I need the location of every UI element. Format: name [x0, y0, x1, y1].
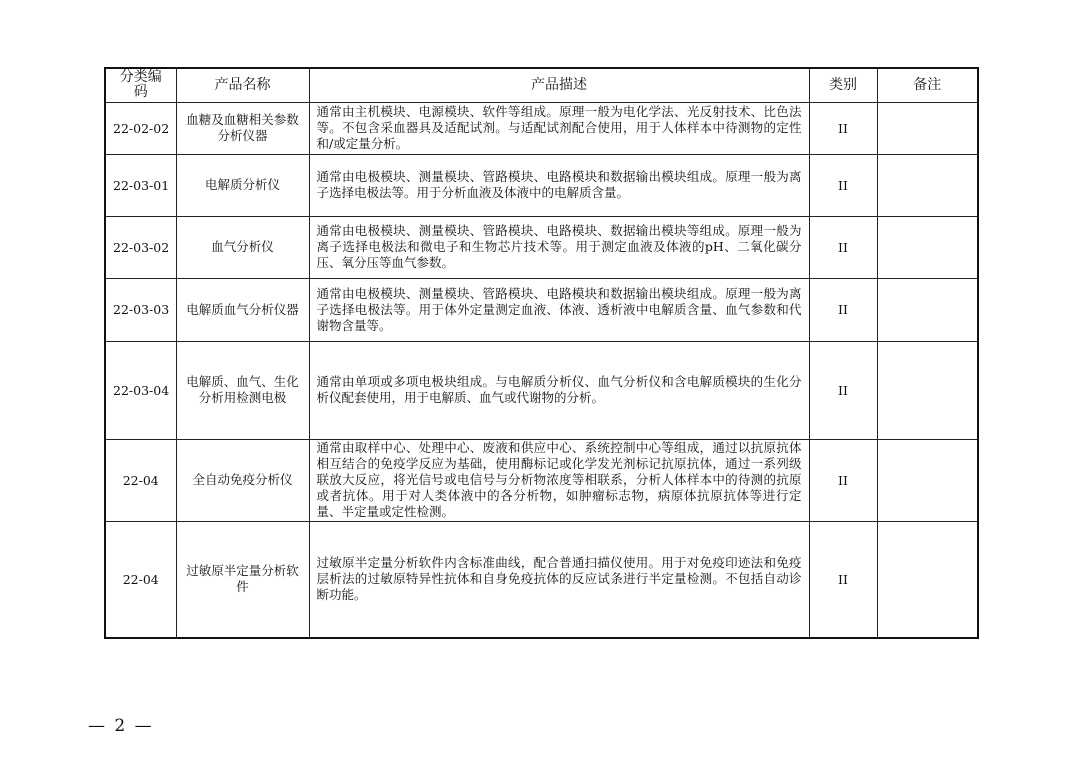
row-category: II [809, 216, 877, 278]
table-row [105, 102, 978, 154]
row-remark [877, 102, 978, 154]
row-category: II [809, 278, 877, 341]
row-code: 22-03-03 [105, 278, 176, 341]
row-category: II [809, 521, 877, 638]
row-remark [877, 216, 978, 278]
row-description: 通常由单项或多项电极块组成。与电解质分析仪、血气分析仪和含电解质模块的生化分析仪配套使用，用于电解质、血气或代谢物的分析。 [309, 341, 809, 439]
row-code: 22-03-04 [105, 341, 176, 439]
row-name: 电解质分析仪 [176, 154, 309, 216]
row-code: 22-02-02 [105, 102, 176, 154]
header-remark: 备注 [877, 68, 978, 102]
table-row [105, 439, 978, 521]
row-remark [877, 439, 978, 521]
table-row [105, 341, 978, 439]
row-name: 电解质、血气、生化分析用检测电极 [176, 341, 309, 439]
row-remark [877, 341, 978, 439]
product-classification-table [104, 67, 979, 639]
row-description: 通常由电极模块、测量模块、管路模块、电路模块、数据输出模块等组成。原理一般为离子选择电极法和微电子和生物芯片技术等。用于测定血液及体液的pH、二氧化碳分压、氧分压等血气参数。 [309, 216, 809, 278]
row-name: 血气分析仪 [176, 216, 309, 278]
row-code: 22-04 [105, 521, 176, 638]
row-remark [877, 154, 978, 216]
row-description: 通常由取样中心、处理中心、废液和供应中心、系统控制中心等组成，通过以抗原抗体相互结合的免疫学反应为基础，使用酶标记或化学发光剂标记抗原抗体，通过一系列级联放大反应，将光信号或电信号与分析物浓度等相联系，分析人体样本中的待测的抗原或者抗体。用于对人类体液中的各分析物，如肿瘤标志物，病原体抗原抗体等进行定量、半定量或定性检测。 [309, 439, 809, 521]
row-description: 通常由主机模块、电源模块、软件等组成。原理一般为电化学法、光反射技术、比色法等。不包含采血器具及适配试剂。与适配试剂配合使用，用于人体样本中待测物的定性和/或定量分析。 [309, 102, 809, 154]
header-name: 产品名称 [176, 68, 309, 102]
row-category: II [809, 439, 877, 521]
table-row [105, 521, 978, 638]
row-category: II [809, 102, 877, 154]
table-header-row [105, 68, 978, 102]
page-number: — 2 — [88, 716, 154, 736]
row-remark [877, 521, 978, 638]
row-code: 22-04 [105, 439, 176, 521]
row-description: 过敏原半定量分析软件内含标准曲线，配合普通扫描仪使用。用于对免疫印迹法和免疫层析法的过敏原特异性抗体和自身免疫抗体的反应试条进行半定量检测。不包括自动诊断功能。 [309, 521, 809, 638]
row-remark [877, 278, 978, 341]
row-name: 全自动免疫分析仪 [176, 439, 309, 521]
row-name: 过敏原半定量分析软件 [176, 521, 309, 638]
header-description: 产品描述 [309, 68, 809, 102]
table-row [105, 216, 978, 278]
row-category: II [809, 341, 877, 439]
row-code: 22-03-01 [105, 154, 176, 216]
row-name: 血糖及血糖相关参数分析仪器 [176, 102, 309, 154]
row-name: 电解质血气分析仪器 [176, 278, 309, 341]
header-category: 类别 [809, 68, 877, 102]
table-row [105, 278, 978, 341]
table-row [105, 154, 978, 216]
header-code: 分类编码 [105, 68, 176, 102]
row-description: 通常由电极模块、测量模块、管路模块、电路模块和数据输出模块组成。原理一般为离子选择电极法等。用于体外定量测定血液、体液、透析液中电解质含量、血气参数和代谢物含量等。 [309, 278, 809, 341]
row-category: II [809, 154, 877, 216]
row-code: 22-03-02 [105, 216, 176, 278]
row-description: 通常由电极模块、测量模块、管路模块、电路模块和数据输出模块组成。原理一般为离子选择电极法等。用于分析血液及体液中的电解质含量。 [309, 154, 809, 216]
